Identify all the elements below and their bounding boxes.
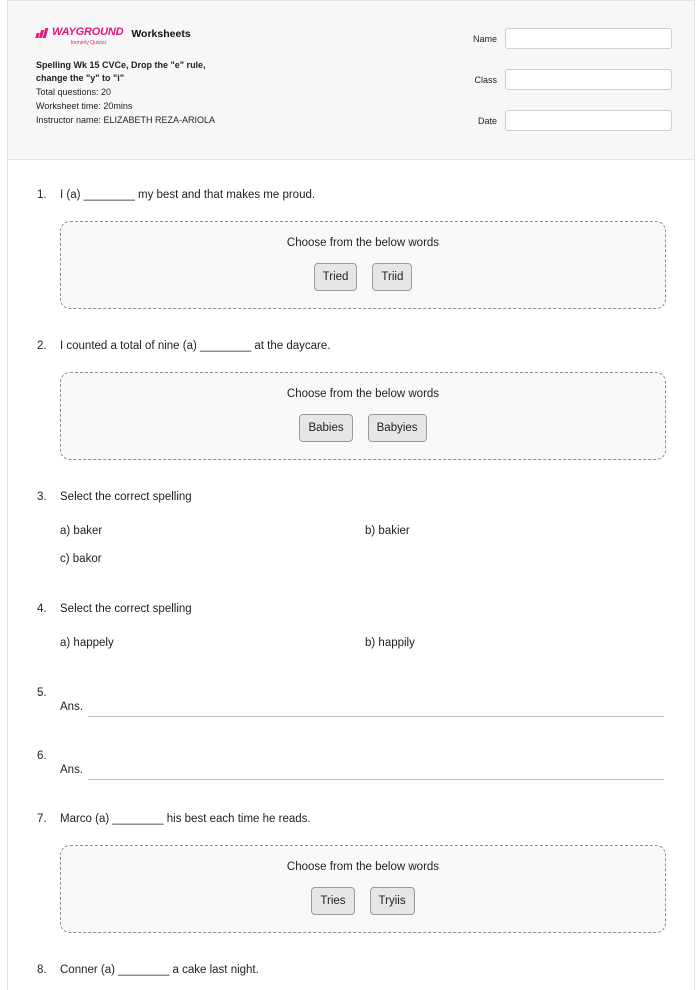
option-a[interactable]: a) happely [60, 637, 114, 649]
word-bank [60, 845, 666, 933]
worksheet-title: Spelling Wk 15 CVCe, Drop the "e" rule, change the "y" to "i" [36, 60, 206, 83]
question-6: 6. [37, 750, 47, 762]
option-a[interactable]: a) baker [60, 525, 103, 537]
class-field[interactable] [505, 69, 672, 90]
worksheet-header [8, 0, 694, 160]
question-text: Select the correct spelling [60, 603, 192, 615]
student-fields [437, 28, 672, 151]
answer-line[interactable] [88, 779, 664, 780]
question-7: 7. Marco (a) ________ his best each time he reads. [37, 813, 311, 825]
word-bank-label: Choose from the below words [286, 861, 440, 873]
word-chip-tried[interactable]: Tried [314, 263, 358, 291]
option-b[interactable]: b) bakier [365, 525, 410, 537]
word-bank-label: Choose from the below words [286, 237, 440, 249]
logo-mark-icon [36, 28, 50, 38]
word-bank [60, 221, 666, 309]
question-text: Select the correct spelling [60, 491, 192, 503]
date-label: Date [477, 115, 497, 126]
answer-label: Ans. [60, 764, 84, 776]
question-8: 8. Conner (a) ________ a cake last night. [37, 964, 259, 976]
logo [36, 27, 123, 46]
word-chip-triid[interactable]: Triid [372, 263, 412, 291]
answer-line[interactable] [88, 716, 664, 717]
worksheet-page [7, 0, 695, 990]
logo-subtitle: formerly Quizizz [70, 40, 107, 46]
word-chip-tries[interactable]: Tries [311, 887, 354, 915]
class-label: Class [474, 74, 497, 85]
word-bank-label: Choose from the below words [286, 388, 440, 400]
brand [36, 27, 191, 46]
date-field[interactable] [505, 110, 672, 131]
logo-text: WAYGROUND [52, 26, 124, 38]
question-text: Conner (a) ________ a cake last night. [60, 964, 259, 976]
total-questions: Total questions: 20 [36, 87, 112, 97]
option-b[interactable]: b) happily [365, 637, 415, 649]
question-text: Marco (a) ________ his best each time he reads. [60, 813, 311, 825]
question-text: I counted a total of nine (a) ________ at the daycare. [60, 340, 331, 352]
word-chip-babies[interactable]: Babies [299, 414, 352, 442]
answer-label: Ans. [60, 701, 84, 713]
question-3: 3. Select the correct spelling [37, 491, 192, 503]
name-field[interactable] [505, 28, 672, 49]
question-5: 5. [37, 687, 47, 699]
option-c[interactable]: c) bakor [60, 553, 102, 565]
word-bank [60, 372, 666, 460]
question-4: 4. Select the correct spelling [37, 603, 192, 615]
question-2: 2. I counted a total of nine (a) ________ at the daycare. [37, 340, 331, 352]
name-label: Name [472, 33, 497, 44]
instructor-name: Instructor name: ELIZABETH REZA-ARIOLA [36, 115, 216, 125]
question-1: 1. I (a) ________ my best and that makes me proud. [37, 189, 316, 201]
brand-title: Worksheets [131, 28, 191, 40]
question-text: I (a) ________ my best and that makes me proud. [60, 189, 316, 201]
word-chip-tryiis[interactable]: Tryiis [370, 887, 415, 915]
worksheet-time: Worksheet time: 20mins [36, 101, 133, 111]
worksheet-meta [36, 59, 246, 128]
word-chip-babyies[interactable]: Babyies [368, 414, 427, 442]
